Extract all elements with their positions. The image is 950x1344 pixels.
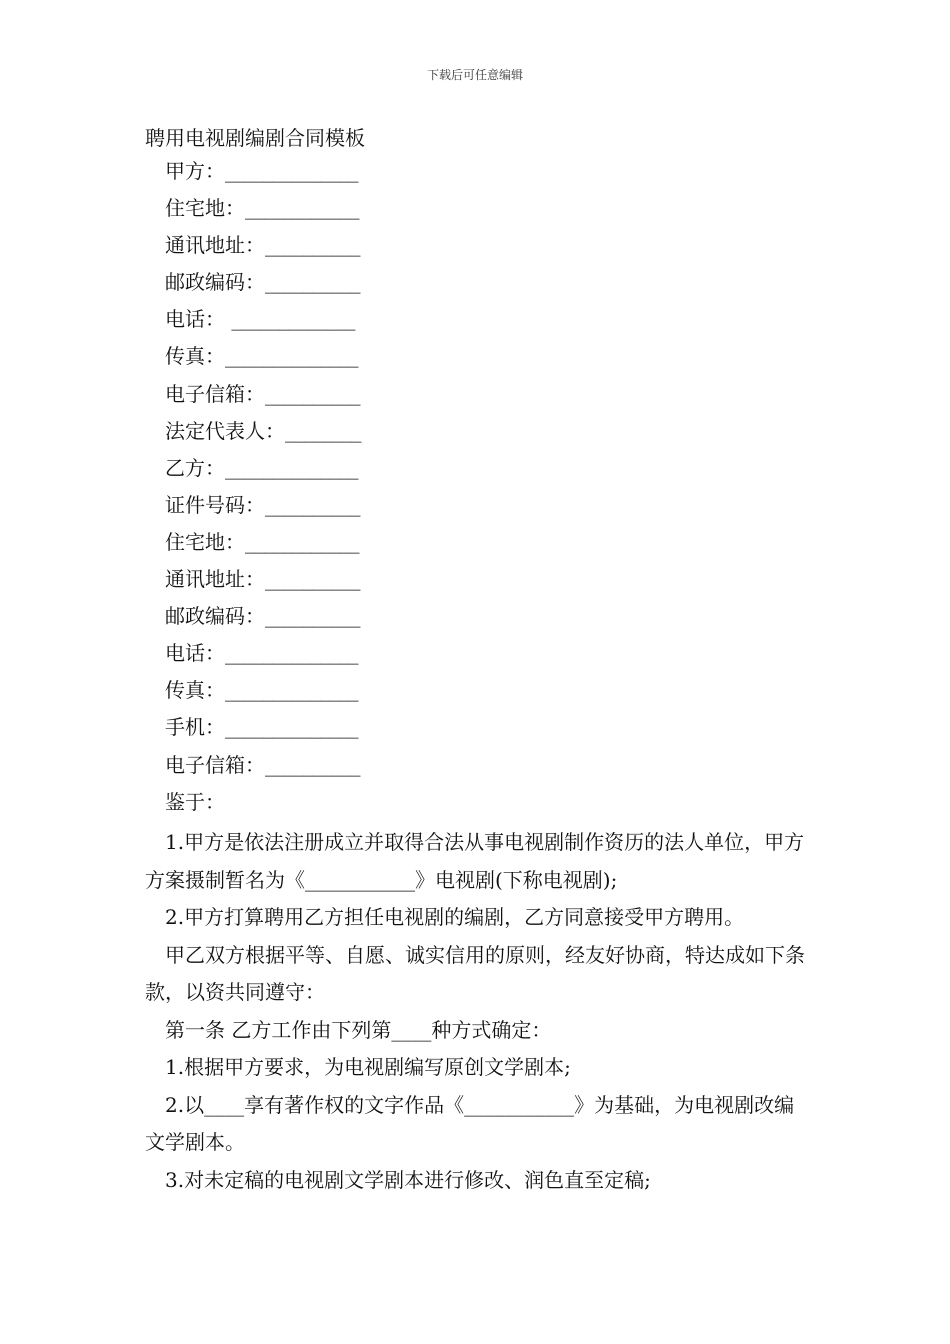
field-blank[interactable]: __________ <box>265 270 360 295</box>
party-a-field-legal-rep <box>165 416 465 453</box>
paragraph-recital-2: 2.甲方打算聘用乙方担任电视剧的编剧，乙方同意接受甲方聘用。 <box>165 905 745 929</box>
whereas-label: 鉴于： <box>165 789 225 814</box>
field-label: 手机： <box>165 715 225 740</box>
field-label: 法定代表人： <box>165 418 285 443</box>
party-b-field-name <box>165 453 465 490</box>
party-a-field-name <box>165 156 465 193</box>
field-label: 邮政编码： <box>165 604 265 629</box>
field-label: 传真： <box>165 678 225 703</box>
party-b-field-residence <box>165 527 465 564</box>
field-blank[interactable]: ______________ <box>225 455 358 480</box>
document-title: 聘用电视剧编剧合同模板 <box>145 126 365 150</box>
field-blank[interactable]: ________ <box>285 418 361 443</box>
field-blank[interactable]: ______________ <box>225 715 358 740</box>
party-b-field-phone <box>165 638 465 675</box>
party-a-field-postcode <box>165 267 465 304</box>
party-b-field-fax <box>165 675 465 712</box>
field-label: 电子信箱： <box>165 381 265 406</box>
header-note: 下载后可任意编辑 <box>426 68 523 82</box>
field-blank[interactable]: __________ <box>265 567 360 592</box>
paragraph-recital-1: 1.甲方是依法注册成立并取得合法从事电视剧制作资历的法人单位，甲方方案摄制暂名为《___________》电视剧(下称电视剧); <box>145 830 805 892</box>
party-a-field-residence <box>165 193 465 230</box>
party-a-field-phone <box>165 304 465 341</box>
party-b-field-mobile <box>165 712 465 749</box>
paragraph-agreement: 甲乙双方根据平等、自愿、诚实信用的原则，经友好协商，特达成如下条款，以资共同遵守： <box>145 942 805 1004</box>
field-blank[interactable]: ______________ <box>225 678 358 703</box>
field-label: 电话： <box>165 641 225 666</box>
paragraph-article-1-item-3: 3.对未定稿的电视剧文学剧本进行修改、润色直至定稿; <box>165 1167 651 1192</box>
field-label: 住宅地： <box>165 529 245 554</box>
field-label: 甲方： <box>165 159 225 183</box>
party-b-field-email <box>165 750 465 787</box>
field-blank[interactable]: __________ <box>265 604 360 629</box>
party-b-field-id-number <box>165 490 465 527</box>
field-blank[interactable]: ____________ <box>245 529 359 554</box>
paragraph-article-1: 第一条 乙方工作由下列第____种方式确定： <box>165 1017 552 1042</box>
party-b-field-postcode <box>165 601 465 638</box>
field-blank[interactable]: __________ <box>265 752 360 777</box>
field-label: 电子信箱： <box>165 752 265 777</box>
field-label: 乙方： <box>165 455 225 480</box>
paragraph-article-1-item-1: 1.根据甲方要求，为电视剧编写原创文学剧本; <box>165 1055 571 1079</box>
field-blank[interactable]: ____________ <box>245 196 359 221</box>
party-b-field-address <box>165 564 465 601</box>
field-label: 传真： <box>165 344 225 369</box>
field-blank[interactable]: ______________ <box>225 159 358 183</box>
field-blank[interactable]: _____________ <box>231 307 355 332</box>
party-a-field-address <box>165 230 465 267</box>
field-blank[interactable]: ______________ <box>225 344 358 369</box>
field-blank[interactable]: __________ <box>265 233 360 258</box>
field-label: 通讯地址： <box>165 567 265 592</box>
field-label: 证件号码： <box>165 492 265 517</box>
field-label: 邮政编码： <box>165 270 265 295</box>
party-fields <box>165 156 465 824</box>
contract-body <box>145 824 810 1199</box>
field-label: 住宅地： <box>165 196 245 221</box>
field-label: 电话： <box>165 307 232 332</box>
field-blank[interactable]: ______________ <box>225 641 358 666</box>
party-a-field-fax <box>165 341 465 378</box>
paragraph-article-1-item-2: 2.以____享有著作权的文字作品《___________》为基础，为电视剧改编文学剧本。 <box>145 1092 795 1154</box>
field-blank[interactable]: __________ <box>265 381 360 406</box>
field-blank[interactable]: __________ <box>265 492 360 517</box>
field-label: 通讯地址： <box>165 233 265 258</box>
party-a-field-email <box>165 379 465 416</box>
